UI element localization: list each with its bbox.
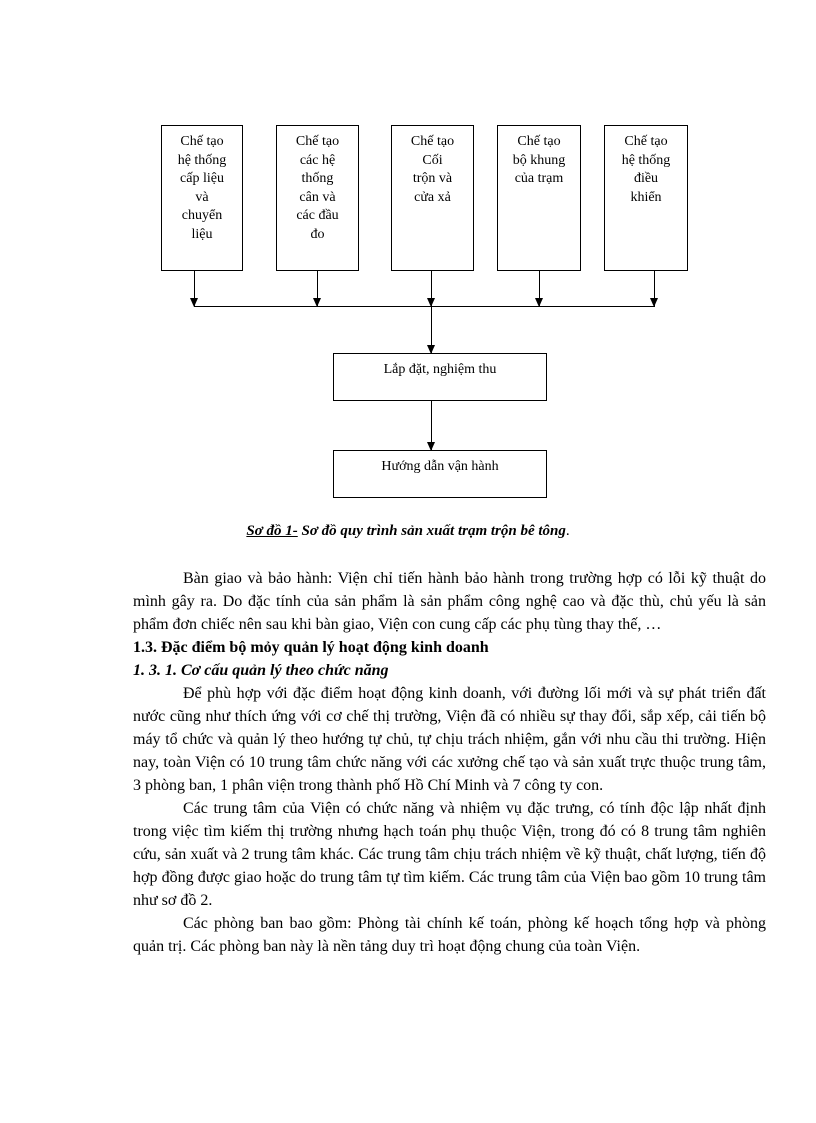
box-line: chuyển [181,208,223,223]
paragraph-structure: Để phù hợp với đặc điểm hoạt động kinh doanh, với đường lối mới và sự phát triển đất nước cũng như thích ứng với cơ chế thị trường, Viện đã có nhiều sự thay đổi, sắp xếp, cải tiến bộ máy tổ chức và quản lý theo hướng tự chủ, tự chịu trách nhiệm, gắn với nhu cầu thi trường. Hiện nay, toàn Viện có 10 trung tâm chức năng với các xưởng chế tạo và sản xuất trực thuộc trung tâm, 3 phòng ban, 1 phân viện trong thành phố Hồ Chí Minh và 7 công ty con. [133,685,766,794]
box-line: và [195,189,209,205]
box-line: của trạm [514,171,564,186]
section-heading: 1.3. Đặc điểm bộ mỏy quản lý hoạt động kinh doanh [133,639,489,656]
caption-label: Sơ đồ 1- [246,523,298,539]
box-weighing-system [276,125,359,271]
box-control-system [604,125,688,271]
box-line: điều [633,171,659,186]
box-operation-guide [333,450,547,498]
box-line: Chế tạo [624,134,668,149]
bus-line [194,306,655,307]
box-line: trộn và [412,171,453,186]
box-line: Cối [422,152,443,168]
caption-end: . [565,523,570,539]
box-line: Chế tạo [517,134,561,149]
box-line: hệ thống [177,152,227,168]
paragraph-handover: Bàn giao và bảo hành: Viện chỉ tiến hành bảo hành trong trường hợp có lỗi kỹ thuật do mình gây ra. Do đặc tính của sản phẩm là sản phẩm công nghệ cao và đặc thù, chủ yếu là sản phẩm đơn chiếc nên sau khi bàn giao, Viện con cung cấp các phụ tùng thay thế, … [133,570,766,633]
box-line: Chế tạo [410,134,455,149]
box-line: các hệ [299,152,336,168]
box-line: khiển [630,189,662,205]
box-line: cân và [299,189,336,205]
box-frame [497,125,581,271]
body-text [133,567,766,958]
box-line: đo [310,226,325,242]
box-line: Chế tạo [180,134,224,149]
box-line: Chế tạo [295,134,340,149]
box-mixer [391,125,474,271]
subsection-heading: 1. 3. 1. Cơ cấu quản lý theo chức năng [133,662,389,679]
box-line: cấp liệu [180,171,224,186]
box-line: hệ thống [621,152,671,168]
box-line: liệu [191,226,213,242]
paragraph-departments: Các phòng ban bao gồm: Phòng tài chính kế toán, phòng kế hoạch tổng hợp và phòng quản trị. Các phòng ban này là nền tảng duy trì hoạt động chung của toàn Viện. [133,915,766,955]
caption-text: Sơ đồ quy trình sản xuất trạm trộn bê tông [297,523,566,539]
box-feeding-system [161,125,243,271]
box-install-acceptance [333,353,547,401]
box-line: thống [301,171,334,186]
box-line: cửa xả [414,189,451,205]
box-line: Lắp đặt, nghiệm thu [383,362,497,377]
paragraph-centers: Các trung tâm của Viện có chức năng và nhiệm vụ đặc trưng, có tính độc lập nhất định trong việc tìm kiếm thị trường nhưng hạch toán phụ thuộc Viện, trong đó có 8 trung tâm nghiên cứu, sản xuất và 2 trung tâm khác. Các trung tâm chịu trách nhiệm về kỹ thuật, chất lượng, tiến độ hợp đồng được giao hoặc do trung tâm tự tìm kiếm. Các trung tâm của Viện bao gồm 10 trung tâm như sơ đồ 2. [133,800,766,909]
box-line: các đầu [296,208,339,223]
box-line: bộ khung [512,152,566,168]
box-line: Hướng dẫn vận hành [381,459,499,474]
diagram-caption [0,523,816,540]
